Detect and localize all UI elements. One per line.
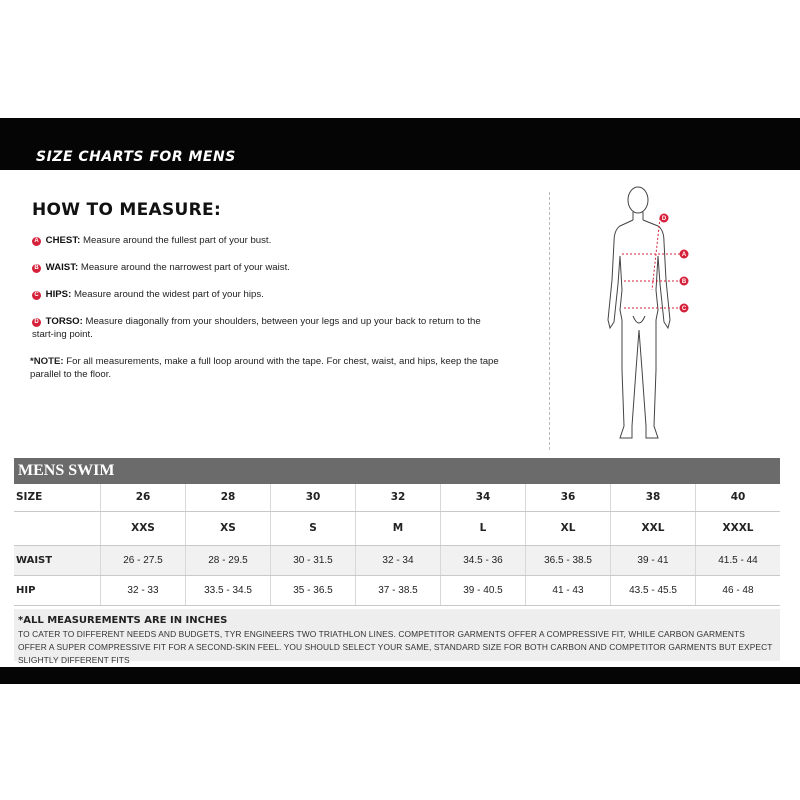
letter-row-label (14, 512, 100, 545)
size-cell: 26 (100, 484, 185, 511)
waist-cell: 30 - 31.5 (270, 546, 355, 575)
step-label: WAIST: (45, 262, 79, 273)
step-chest (32, 234, 520, 247)
letter-size-cell: S (270, 512, 355, 545)
waist-cell: 28 - 29.5 (185, 546, 270, 575)
note-label: *NOTE: (30, 356, 64, 367)
size-cell: 30 (270, 484, 355, 511)
waist-cell: 41.5 - 44 (695, 546, 780, 575)
letter-size-cell: XXS (100, 512, 185, 545)
letter-size-cell: XS (185, 512, 270, 545)
size-cell: 34 (440, 484, 525, 511)
letter-size-cell: XXL (610, 512, 695, 545)
footnote (14, 609, 780, 665)
hip-cell: 41 - 43 (525, 576, 610, 605)
hip-row (14, 576, 780, 606)
hip-cell: 35 - 36.5 (270, 576, 355, 605)
letter-size-cell: XXXL (695, 512, 780, 545)
banner-title: SIZE CHARTS FOR MENS (36, 149, 236, 165)
size-header-row (14, 484, 780, 512)
hip-cell: 43.5 - 45.5 (610, 576, 695, 605)
footnote-title: *ALL MEASUREMENTS ARE IN INCHES (18, 615, 228, 626)
waist-cell: 39 - 41 (610, 546, 695, 575)
top-banner (0, 118, 800, 170)
letter-size-cell: M (355, 512, 440, 545)
marker-c-icon: C (32, 291, 41, 300)
size-cell: 28 (185, 484, 270, 511)
waist-row-label: WAIST (16, 555, 53, 566)
hip-cell: 46 - 48 (695, 576, 780, 605)
body-figure-illustration (600, 180, 700, 450)
hip-cell: 37 - 38.5 (355, 576, 440, 605)
size-cell: 36 (525, 484, 610, 511)
marker-c-label: C (681, 306, 687, 312)
waist-cell: 26 - 27.5 (100, 546, 185, 575)
marker-a-label: A (681, 252, 687, 258)
step-hips (32, 288, 520, 301)
size-cell: 40 (695, 484, 780, 511)
step-label: TORSO: (45, 316, 83, 327)
letter-size-cell: XL (525, 512, 610, 545)
bottom-band (0, 667, 800, 684)
letter-size-cell: L (440, 512, 525, 545)
how-to-measure-section (30, 200, 520, 381)
step-label: CHEST: (45, 235, 81, 246)
body-figure-icon (600, 180, 700, 450)
step-text: Measure around the fullest part of your bust. (83, 235, 272, 246)
letter-size-row (14, 512, 780, 546)
size-table (14, 458, 780, 606)
hip-row-label: HIP (16, 585, 36, 596)
step-text: Measure diagonally from your shoulders, between your legs and up your back to return to the start-ing point. (32, 316, 481, 340)
marker-a-icon: A (32, 237, 41, 246)
size-cell: 38 (610, 484, 695, 511)
marker-b-label: B (681, 279, 687, 285)
waist-cell: 34.5 - 36 (440, 546, 525, 575)
measurement-note (30, 355, 500, 381)
footnote-body: TO CATER TO DIFFERENT NEEDS AND BUDGETS, TYR ENGINEERS TWO TRIATHLON LINES. COMPETITOR GARMENTS OFFER A COMPRESSIVE FIT, WHILE CARBON GARMENTS OFFER A SUPER COMPRESSIVE FIT FOR A SECOND-SKIN FEEL. YOU SHOULD SELECT YOUR SAME, STANDARD SIZE FOR BOTH CARBON AND COMPETITOR GARMENTS BUT EXPECT SLIGHTLY DIFFERENT FITS (18, 629, 773, 665)
size-row-label: SIZE (16, 491, 43, 503)
hip-cell: 39 - 40.5 (440, 576, 525, 605)
waist-row (14, 546, 780, 576)
note-text: For all measurements, make a full loop around with the tape. For chest, waist, and hips, keep the tape parallel to the floor. (30, 356, 499, 380)
marker-d-icon: D (32, 318, 41, 327)
table-title: MENS SWIM (14, 458, 780, 484)
marker-b-icon: B (32, 264, 41, 273)
marker-d-label: D (661, 216, 667, 222)
size-cell: 32 (355, 484, 440, 511)
step-torso (32, 315, 502, 341)
hip-cell: 33.5 - 34.5 (185, 576, 270, 605)
waist-cell: 36.5 - 38.5 (525, 546, 610, 575)
section-divider (549, 192, 550, 450)
how-to-measure-heading: HOW TO MEASURE: (32, 200, 222, 220)
step-waist (32, 261, 520, 274)
step-text: Measure around the narrowest part of your waist. (80, 262, 290, 273)
step-text: Measure around the widest part of your hips. (73, 289, 264, 300)
step-label: HIPS: (45, 289, 72, 300)
waist-cell: 32 - 34 (355, 546, 440, 575)
hip-cell: 32 - 33 (100, 576, 185, 605)
